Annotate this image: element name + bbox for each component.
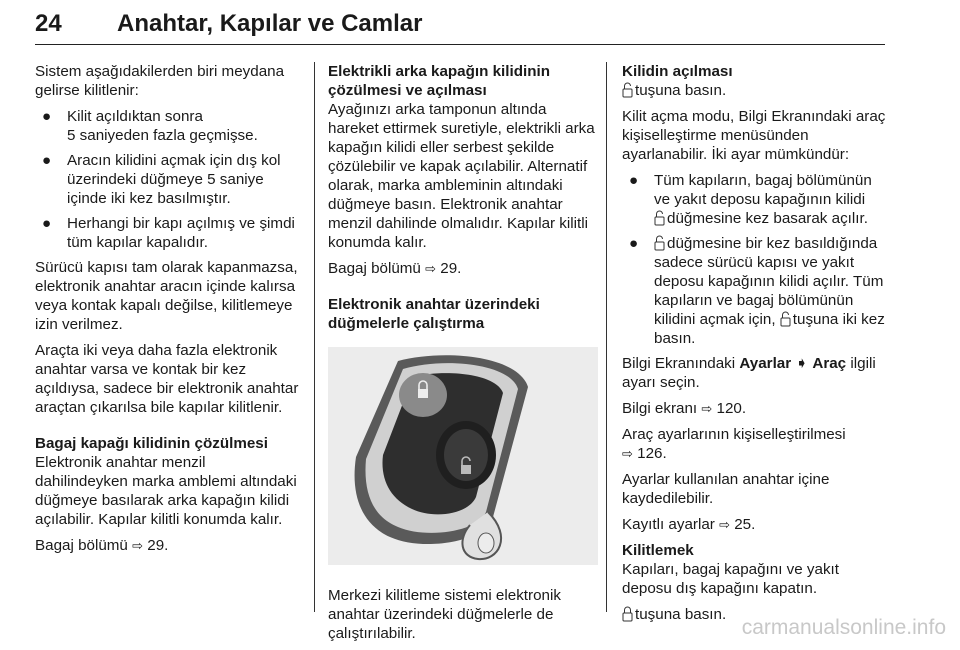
ref-text: Kayıtlı ayarlar	[622, 516, 715, 533]
ref-page-link[interactable]: 29.	[440, 260, 462, 277]
list-item-text: Kilit açıldıktan sonra 5 saniyeden fazla geçmişse.	[67, 108, 258, 144]
text: tuşuna basın.	[635, 82, 727, 99]
text: Bilgi Ekranındaki	[622, 355, 736, 372]
section-heading: Bagaj kapağı kilidinin çözülmesi	[35, 435, 268, 452]
watermark: carmanualsonline.info	[741, 616, 946, 639]
section-heading: Kilidin açılması	[622, 63, 733, 80]
paragraph: Kapıları, bagaj kapağını ve yakıt deposu dış kapağını kapatın.	[622, 561, 839, 597]
unlock-icon	[622, 82, 633, 98]
arrow-link-icon: ⇨	[622, 446, 633, 461]
cross-reference	[622, 399, 887, 418]
section-heading: Kilitlemek	[622, 542, 694, 559]
bullet-list	[35, 107, 300, 252]
figure-caption: Merkezi kilitleme sistemi elektronik anahtar üzerindeki düğmelerle de çalıştırılabilir.	[328, 587, 561, 642]
list-item-text: düğmesine kez basarak açılır.	[667, 210, 868, 227]
page-number: 24	[35, 10, 62, 37]
unlock-icon	[654, 210, 665, 226]
text: tuşuna basın.	[635, 606, 727, 623]
arrow-link-icon: ⇨	[701, 401, 713, 416]
paragraph: Ayağınızı arka tamponun altında hareket ettirmek suretiyle, elektrikli arka kapağın kilidi eller serbest şekilde çözülebilir ve kapak açılabilir. Alternatif olarak, marka ambleminin altındaki düğmeye basın. Elektronik anahtar menzil dahilinde olmalıdır. Kapılar kilitli konumda kalır.	[328, 101, 595, 251]
bullet-list	[622, 171, 887, 348]
column-3	[622, 62, 887, 631]
page-header	[35, 4, 885, 45]
column-divider	[606, 62, 607, 612]
list-item	[622, 171, 887, 228]
page-title: Anahtar, Kapılar ve Camlar	[117, 10, 423, 37]
arrow-link-icon: ⇨	[425, 261, 437, 276]
paragraph: Kilit açma modu, Bilgi Ekranındaki araç kişiselleştirme menüsünden ayarlanabilir. İki ayar mümkündür:	[622, 108, 886, 163]
menu-arrow-icon: ➧	[795, 355, 809, 372]
bullet-icon: ●	[42, 215, 52, 232]
ref-text: Bilgi ekranı	[622, 400, 698, 417]
ref-page-link[interactable]: 25.	[734, 516, 756, 533]
arrow-link-icon: ⇨	[132, 538, 144, 553]
ref-text: Bagaj bölümü	[35, 537, 128, 554]
ref-page-link[interactable]: 120.	[716, 400, 747, 417]
arrow-link-icon: ⇨	[719, 517, 730, 532]
column-2	[328, 62, 598, 650]
list-item-text: tuşuna iki kez basın.	[654, 311, 885, 347]
section-heading: Elektronik anahtar üzerindeki düğmelerle çalıştırma	[328, 296, 540, 332]
paragraph: Ayarlar kullanılan anahtar içine kaydedilebilir.	[622, 471, 830, 507]
text: ilgili ayarı seçin.	[622, 355, 876, 391]
intro-text: Sistem aşağıdakilerden biri meydana gelirse kilitlenir:	[35, 63, 285, 99]
unlock-icon	[654, 235, 665, 251]
ref-text: Bagaj bölümü	[328, 260, 421, 277]
paragraph: Sürücü kapısı tam olarak kapanmazsa, elektronik anahtar aracın içinde kalırsa veya kontak kapalı değilse, kilitlemeye izin verilmez.	[35, 259, 298, 333]
cross-reference	[328, 259, 598, 278]
bullet-icon: ●	[42, 152, 52, 169]
ref-page-link[interactable]: 126.	[637, 445, 667, 462]
bullet-icon: ●	[42, 108, 52, 125]
section-heading: Elektrikli arka kapağın kilidinin çözülmesi ve açılması	[328, 63, 550, 99]
column-1	[35, 62, 300, 562]
ref-page-link[interactable]: 29.	[147, 537, 169, 554]
list-item	[35, 214, 300, 252]
list-item-text: Aracın kilidini açmak için dış kol üzerindeki düğmeye 5 saniye içinde iki kez basılmıştır.	[67, 152, 281, 207]
list-item-text: düğmesine bir kez basıldığında sadece sürücü kapısı ve yakıt deposu kapağının kilidi açılır. Tüm kapıların ve bagaj bölümünün kilidini açmak için,	[654, 235, 884, 328]
key-fob-illustration	[328, 347, 598, 565]
list-item	[35, 151, 300, 208]
unlock-icon	[780, 311, 791, 327]
paragraph	[622, 354, 887, 392]
list-item	[35, 107, 300, 145]
cross-reference	[35, 536, 300, 555]
ref-text: Araç ayarlarının kişiselleştirilmesi	[622, 426, 846, 443]
menu-item-vehicle: Araç	[812, 355, 847, 372]
list-item	[622, 234, 887, 348]
paragraph	[622, 81, 887, 100]
list-item-text: Herhangi bir kapı açılmış ve şimdi tüm kapılar kapalıdır.	[67, 215, 295, 251]
paragraph: Elektronik anahtar menzil dahilindeyken marka amblemi altındaki düğmeye basılarak arka kapağın kilidi açılabilir. Kapılar kilitli konumda kalır.	[35, 454, 297, 528]
bullet-icon: ●	[629, 235, 639, 252]
list-item-text: Tüm kapıların, bagaj bölümünün ve yakıt deposu kapağının kilidi	[654, 172, 872, 208]
paragraph: Araçta iki veya daha fazla elektronik anahtar varsa ve kontak bir kez açıldıysa, sadece bir elektronik anahtar araçtan çıkarılsa bile kapılar kilitlenir.	[35, 342, 299, 416]
menu-item-settings: Ayarlar	[739, 355, 792, 372]
lock-icon	[622, 606, 633, 622]
column-divider	[314, 62, 315, 612]
cross-reference	[622, 515, 887, 534]
bullet-icon: ●	[629, 172, 639, 189]
cross-reference	[622, 425, 887, 463]
